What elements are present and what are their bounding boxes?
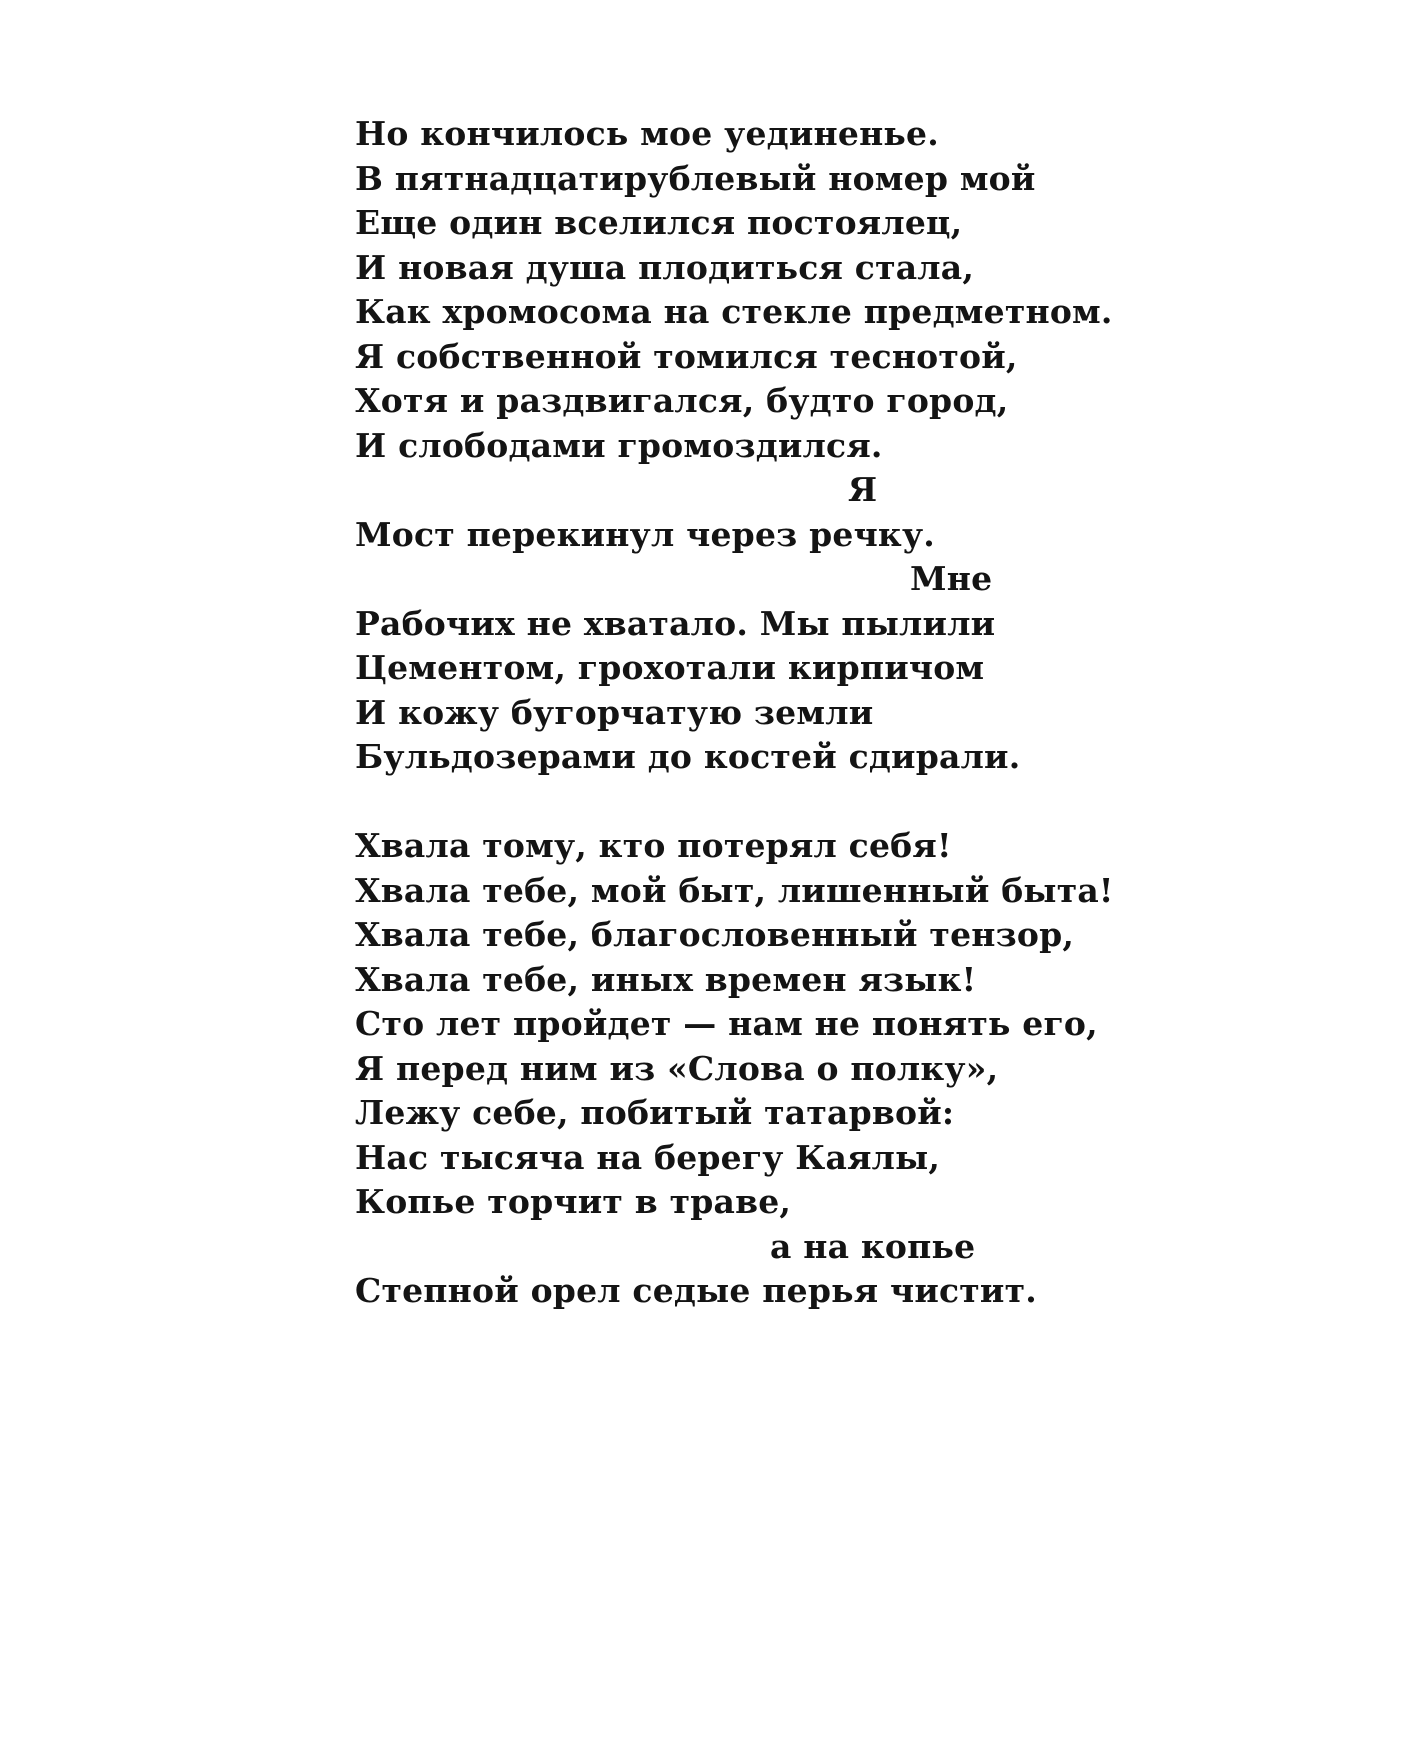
poem-line: Я перед ним из «Слова о полку», [355, 1048, 999, 1088]
poem-line: Еще один вселился постоялец, [355, 203, 963, 242]
poem-line: Как хромосома на стекле предметном. [355, 292, 1113, 331]
poem-line: Бульдозерами до костей сдирали. [355, 737, 1021, 776]
poem-line: Нас тысяча на берегу Каялы, [355, 1137, 941, 1177]
poem-line: В пятнадцатирублевый номер мой [355, 158, 1036, 198]
poem-line: Цементом, грохотали кирпичом [355, 648, 985, 687]
poem-text [355, 112, 1155, 1314]
poem-line: Мост перекинул через речку. [355, 514, 935, 554]
poem-line: Но кончилось мое уединенье. [355, 114, 939, 153]
poem-line: Хвала тебе, иных времен язык! [355, 959, 977, 999]
poem-line: Рабочих не хватало. Мы пылили [355, 603, 996, 643]
poem-line: И новая душа плодиться стала, [355, 247, 975, 287]
poem-line: Копье торчит в траве, [355, 1182, 792, 1221]
stanza-break [355, 780, 1155, 825]
poem-line: Степной орел седые перья чистит. [355, 1271, 1037, 1310]
poem-line-indented: Я [848, 470, 878, 509]
poem-line: Сто лет пройдет — нам не понять его, [355, 1004, 1098, 1043]
poem-line: Хвала тебе, благословенный тензор, [355, 915, 1075, 954]
poem-line-indented: Мне [910, 559, 993, 598]
poem-line: И слободами громоздился. [355, 425, 883, 465]
poem-line: Хвала тебе, мой быт, лишенный быта! [355, 870, 1114, 910]
poem-line: И кожу бугорчатую земли [355, 692, 874, 732]
poem-line: Хотя и раздвигался, будто город, [355, 381, 1009, 420]
poem-line: Я собственной томился теснотой, [355, 336, 1018, 376]
poem-line: Лежу себе, побитый татарвой: [355, 1093, 955, 1132]
poem-line-indented: а на копье [770, 1226, 976, 1266]
poem-line: Хвала тому, кто потерял себя! [355, 826, 952, 865]
